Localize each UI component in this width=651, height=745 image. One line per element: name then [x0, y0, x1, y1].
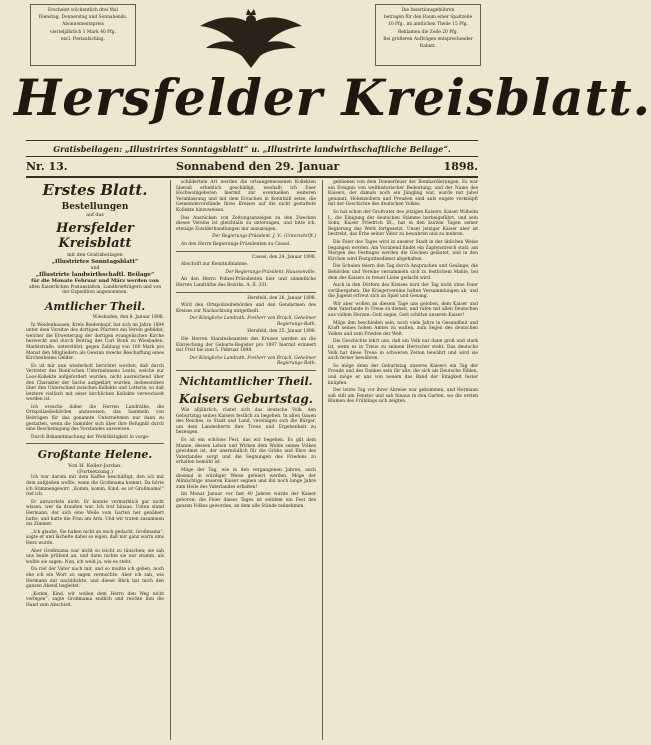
feuilleton-paragraph: Er antwortete nicht. Er konnte vermuthlich gar nicht wissen, wer da draußen war. Ich trat hinaus. Unten stand Hermann, der sich eine Weile vom Garten her genähert hatte, und hatte die Frau am Arm. Und wir traten zusammen ins Zimmer. — [26, 499, 164, 528]
article-paragraph: Die Herren Standesbeamten des Kreises werden an die Einreichung der Geburts-Register pro 1897 hiermit erinnert mit Frist bis zum 5. Februar 1898. — [176, 337, 316, 354]
subscription-text: auf das — [86, 213, 104, 218]
article-paragraph: So hat schon der Großvater des jetzigen Kaisers, Kaiser Wilhelm I., die Einigung der deutschen Stämme herbeigeführt, und sein Sohn, Kaiser Friedrich III., hat in den kurzen Tagen seiner Regierung das Werk fortgesetzt. Unser jetziger Kaiser aber ist bestrebt, das Erbe seiner Väter zu bewahren und zu mehren. — [328, 209, 478, 238]
signature: Der Regierungs-Präsident. J. V.: (Unterschrift.) — [212, 234, 316, 240]
header-divider — [26, 140, 478, 141]
subscription-heading: Bestellungen — [61, 202, 129, 212]
section-divider — [176, 370, 316, 371]
header-divider — [26, 176, 478, 178]
rate-line: Rabatt. — [419, 44, 437, 50]
column-one — [26, 180, 164, 742]
signature: Der Königliche Landrath. Freiherr von Broich, Geheimer Regierungs-Rath. — [189, 316, 316, 327]
article-paragraph: Die Feier des Tages wird in unserer Stadt in der üblichen Weise begangen werden. Am Vorabend findet ein Zapfenstreich statt; am Morgen des Festtages werden die Glocken geläutet, und in den Kirchen wird Festgottesdienst abgehalten. — [328, 239, 478, 262]
column-divider — [322, 180, 323, 740]
rate-line: Die Insertionsgebühren — [401, 8, 455, 13]
newspaper-title: Hersfelder Kreisblatt. — [14, 68, 651, 127]
subscription-text: mit den Gratisbeilagen — [67, 253, 123, 258]
dateline: Hersfeld, den 26. Januar 1898. — [247, 295, 316, 301]
publication-info-box — [30, 4, 136, 66]
subscription-months: für die Monate Februar und März werden von — [31, 278, 159, 285]
advertising-rates-box — [375, 4, 481, 66]
article-headline: Kaisers Geburtstag. — [179, 392, 313, 407]
article-paragraph: So möge denn der Geburtstag unseres Kaisers ein Tag der Freude und des Dankes sein für alle, die sich als Deutsche fühlen, und möge er uns von neuem das Band der Einigkeit fester knüpfen. — [328, 363, 478, 386]
header-divider — [26, 156, 478, 157]
supplement-name: „Illustrirtes Sonntagsblatt“ — [51, 259, 139, 265]
info-line: excl. Postaufschlag. — [60, 36, 105, 42]
dateline: Hersfeld, den 25. Januar 1898. — [247, 329, 316, 335]
article-paragraph: Die Geschichte lehrt uns, daß ein Volk nur dann groß und stark ist, wenn es in Treue zu seinem Herrscher steht. Das deutsche Volk hat diese Treue in schweren Zeiten bewährt und wird sie auch ferner bewähren. — [328, 339, 478, 362]
issue-date: Sonnabend den 29. Januar — [176, 160, 340, 173]
feuilleton-paragraph: Aber Großmama war nicht so leicht zu täuschen; sie sah uns beide prüfend an, und dann nickte sie nur stumm, als wollte sie sagen: Nun, ich weiß ja, wie es steht. — [26, 548, 164, 565]
section-title: Erstes Blatt. — [42, 181, 148, 199]
section-divider — [176, 292, 316, 293]
article-paragraph: Möge der Tag, wie in den vergangenen Jahren, auch diesmal in würdiger Weise gefeiert werden. Möge der Allmächtige unseren Kaiser segnen und ihn noch lange Jahre zum Heile des Vaterlandes erhalten! — [176, 467, 316, 490]
article-paragraph: geblieben von dem Donnerfeuer der Bombardierungen. Es war ein Ereignis von welthistorischer Bedeutung, und der Name des Kaisers, der damals noch ein Jüngling war, wurde mit Jubel genannt. Hohenzollern und Preußen sind aufs engste verknüpft mit der Geschichte des deutschen Volkes. — [328, 180, 478, 208]
signature: Der Königliche Landrath. Freiherr von Broich, Geheimer Regierungs-Rath. — [189, 355, 316, 367]
info-line: Dienstag, Donnerstag und Sonnabends. — [38, 15, 128, 21]
article-paragraph: Es ist ein schönes Fest, das wir begehen. Es gilt dem Manne, dessen Leben und Wirken dem Wohle seines Volkes gewidmet ist, der unermüdlich für die Größe und Ehre des Vaterlandes sorgt und die Segnungen des Friedens zu erhalten bemüht ist. — [176, 438, 316, 466]
supplement-name: „Illustrirte landwirthschaftl. Beilage“ — [35, 271, 155, 278]
issue-info-row — [26, 160, 478, 174]
article-paragraph: Das Ausrücken von Zeitungsanzeigen zu den Zwecken dieses Vereins ist gleichfalls zu untersagen, und bitte ich, etwaige Zuwiderhandlungen mir anzuzeigen. — [176, 215, 316, 232]
rate-line: 10 Pfg., im amtlichen Theile 15 Pfg. — [388, 22, 468, 28]
article-paragraph: schildertem Art werden die ortsangemessenen Kollekten überall erheblich geschädigt, weshalb ich Euer Hochwohlgeboren hiermit zur eventuellen weiteren Veranlassung und mit dem Ersuchen in Kenntniß setze, die Gemeindevorstände Ihres Kreises auf die nicht gestattete Kollekte hinzuweisen. — [176, 180, 316, 213]
official-dateline: Wiesbaden, den 8. Januar 1898. — [92, 314, 164, 320]
subscription-notice: allen Kaiserlichen Postanstalten, Landbriefträgern und von der Expedition angenommen. — [28, 284, 162, 296]
dateline: Cassel, den 24. Januar 1898. — [251, 254, 316, 260]
article-paragraph: Es ist mir nun wiederholt berichtet worden, daß durch Vertreter des Bonk'schen Unternehmens Leute, welche zur Loos-Kollekte aufgefordert wurden, nicht ausreichend über den Charakter der Sache aufgeklärt wurden, insbesondere über den Unterschied zwischen Kollekte und Lotterie, so daß letztere vielfach mit einer kirchlichen Kollekte verwechselt worden ist. — [26, 363, 164, 403]
info-line: vierteljährlich 1 Mark 40 Pfg. — [50, 29, 116, 35]
article-paragraph: Abschrift zur Kenntnißnahme. — [181, 262, 249, 268]
feuilleton-paragraph: „Ich glaube, Sie haben nicht an mich gedacht, Großmama“, sagte er und lächelte dabei so eigen, daß mir ganz warm ums Herz wurde. — [26, 529, 164, 546]
info-line: Abonnementspreis — [62, 22, 104, 28]
feuilleton-paragraph: Da rief der Vater nach mir, und so mußte ich gehen, noch ehe ich ein Wort zu sagen vermochte. Aber ich sah, wie Hermann mir nachblickte, und dieser Blick hat mich den ganzen Abend begleitet. — [26, 567, 164, 590]
article-paragraph: Wie alljährlich, rüstet sich das deutsche Volk, den Geburtstag seines Kaisers festlich zu begehen. In allen Gauen des Reiches, in Stadt und Land, vereinigen sich die Bürger, um dem Landesherrn ihre Treue und Ergebenheit zu bezeugen. — [176, 408, 316, 436]
signature: Der Regierungs-Präsident. Haussonville. — [225, 269, 316, 275]
article-paragraph: Möge ihm beschieden sein, noch viele Jahre in Gesundheit und Kraft seines hohen Amtes zu walten, zum Segen des deutschen Volkes und zum Frieden der Welt. — [328, 320, 478, 337]
feuilleton-paragraph: „Komm, Kind, wir wollen dem Herrn den Weg nicht verlegen“, sagte Großmama endlich und reichte ihm die Hand zum Abschied. — [26, 591, 164, 608]
section-divider — [176, 251, 316, 252]
feuilleton-title: Großtante Helene. — [37, 448, 153, 462]
article-paragraph: Wir aber wollen an diesem Tage uns geloben, dem Kaiser und dem Vaterlande in Treue zu dienen, und rufen mit allen Deutschen aus vollem Herzen: Gott segne, Gott schütze unseren Kaiser! — [328, 301, 478, 319]
article-paragraph: Der letzte Tag vor ihrer Abreise war gekommen, und Hermann saß still am Fenster und sah hinaus in den Garten, wo die ersten Blumen des Frühlings sich zeigten. — [328, 388, 478, 405]
rate-line: Reklamen die Zeile 20 Pfg. — [397, 29, 458, 35]
subscription-text: und — [90, 265, 100, 271]
article-paragraph: Wird den Ortspolizeibehörden und den Gendarmen des Kreises zur Nachachtung mitgetheilt. — [176, 303, 316, 314]
article-paragraph: In Weidenhausen, Kreis Biedenkopf, hat sich im Jahre 1894 unter dem Vorsitze des dortigen Pfarrers ein Verein gebildet, welcher die Erweiterung der dortigen evangelischen Kirche bezweckt und durch Beitrag des Carl Bonk zu Wiesbaden, Marktstraße, unterstützt, gegen Zahlung von 100 Mark pro Monat den Mitgliedern als Gewinn zwecks Beschaffung eines Kirchenheims Gelder. — [26, 322, 164, 362]
article-paragraph: Ich ersuche daher die Herren Landräthe, die Ortspolizeibehörden anzuweisen, das Sammeln von Beiträgen für das genannte Unternehmen nur dann zu gestatten, wenn die Sammler sich über ihre Befugniß durch eine Bescheinigung des Vorstandes ausweisen. — [26, 404, 164, 433]
info-line: Erscheint wöchentlich drei Mal — [47, 8, 119, 13]
article-paragraph: Durch Bekanntmachung der Wohlthätigkeit in vorge- — [31, 434, 150, 440]
unofficial-section-title: Nichtamtlicher Theil. — [179, 375, 313, 389]
article-paragraph: Auch in den Dörfern des Kreises wird der Tag nicht ohne Feier vorübergehen. Die Kriegervereine halten Versammlungen ab, und die Jugend erfreut sich an Spiel und Gesang. — [328, 283, 478, 300]
article-paragraph: Die Schulen feiern den Tag durch Ansprachen und Gesänge; die Behörden und Vereine versammeln sich zu festlichem Mahle, bei dem des Kaisers in treuer Liebe gedacht wird. — [328, 264, 478, 281]
official-section-title: Amtlicher Theil. — [44, 299, 146, 313]
article-paragraph: Im Monat Januar vor fast 40 Jahren wurde der Kaiser geboren; die Feier dieses Tages ist seitdem ein Fest des ganzen Volkes geworden, an dem alle Stände teilnehmen. — [176, 492, 316, 509]
addressee: An den Herrn Polizei-Präsidenten hier und sämmtliche Herren Landräthe des Bezirks. A. II. 331. — [176, 277, 316, 288]
column-two — [176, 180, 316, 742]
feuilleton-author: Von H. Keller-Jordan. — [68, 463, 122, 470]
subscription-paper-name: Hersfelder Kreisblatt — [56, 221, 134, 251]
feuilleton-paragraph: Ich war darum mit dem Kaffee beschäftigt, den ich mit dem aufgießen wollte, wenn die Großmama kommt. Da hörte ich Stimmengewirr. „Komm, komm, Kind, es ist Großmama!“ rief ich. — [26, 475, 164, 498]
issue-number: Nr. 13. — [26, 160, 68, 173]
feuilleton-continuation: (Fortsetzung.) — [77, 469, 113, 476]
addressee: An den Herrn Regierungs-Präsidenten zu Cassel. — [181, 241, 291, 247]
issue-year: 1898. — [443, 160, 478, 173]
column-divider — [170, 180, 171, 740]
supplements-line: Gratisbeilagen: „Illustrirtes Sonntagsblatt“ u. „Illustrirte landwirthschaftliche Beilage“. — [53, 144, 451, 154]
column-three — [328, 180, 478, 742]
section-divider — [26, 443, 164, 444]
eagle-emblem-icon — [196, 6, 306, 76]
rate-line: Bei größeren Aufträgen entsprechender — [383, 36, 473, 42]
rate-line: betragen für den Raum einer Spaltzeile — [383, 15, 473, 21]
